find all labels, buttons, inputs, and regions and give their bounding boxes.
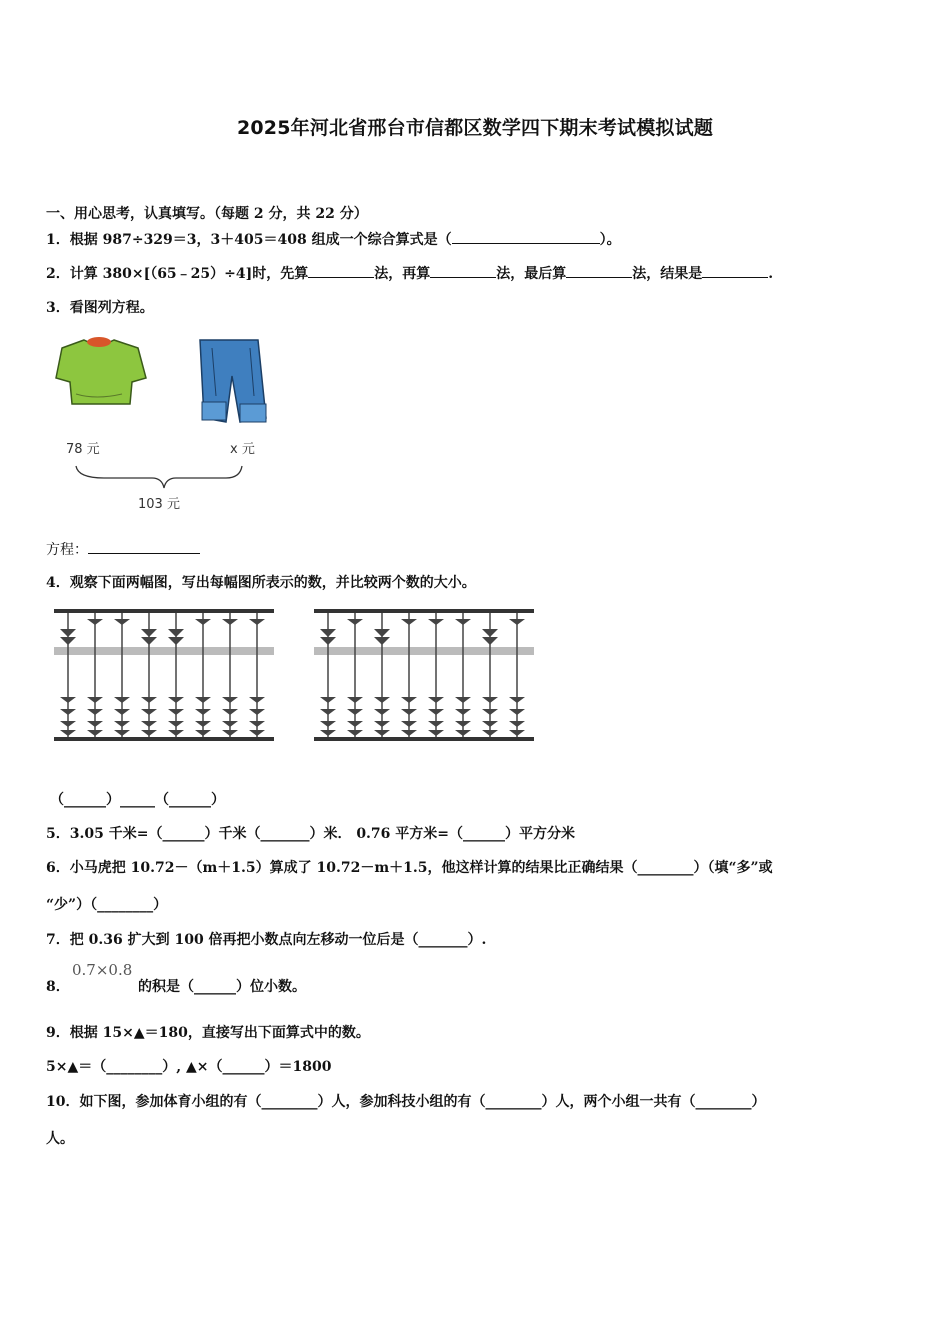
question-2-part-e: . <box>768 266 774 282</box>
shirt-pants-figure <box>54 336 284 516</box>
question-9-equations[interactable]: 5×▲＝（________）, ▲×（______）＝1800 <box>46 1059 332 1075</box>
question-8-number: 8． <box>46 979 70 995</box>
question-7: 7．把 0.36 扩大到 100 倍再把小数点向左移动一位后是（_______）. <box>46 932 487 948</box>
question-2 <box>46 263 773 283</box>
question-8-expression: 0.7×0.8 <box>72 961 133 979</box>
abacus-left <box>52 605 277 745</box>
shirt-price-label: 78 元 <box>66 442 100 457</box>
question-2-part-b: 法，再算 <box>374 266 431 282</box>
question-9: 9．根据 15×▲＝180，直接写出下面算式中的数。 <box>46 1025 370 1041</box>
section-heading: 一、用心思考，认真填写。（每题 2 分，共 22 分） <box>46 206 368 222</box>
answer-blank[interactable] <box>308 263 374 278</box>
question-1 <box>46 229 621 249</box>
answer-blank[interactable] <box>452 229 600 244</box>
equation-blank[interactable] <box>88 539 200 554</box>
question-5: 5．3.05 千米=（______）千米（_______）米． 0.76 平方米=（______）平方分米 <box>46 826 576 842</box>
question-6-line-2: “少”）（________） <box>46 897 168 913</box>
question-1-text: 1．根据 987÷329＝3，3＋405＝408 组成一个综合算式是（ <box>46 232 452 248</box>
pants-illustration <box>200 340 266 422</box>
question-3: 3．看图列方程。 <box>46 300 154 316</box>
question-4: 4．观察下面两幅图，写出每幅图所表示的数，并比较两个数的大小。 <box>46 575 476 591</box>
question-10-line-2: 人。 <box>46 1131 74 1147</box>
shirt-illustration <box>56 337 146 404</box>
question-1-end: ）。 <box>599 232 621 248</box>
question-6-line-1: 6．小马虎把 10.72－（m＋1.5）算成了 10.72－m＋1.5，他这样计算的结果比正确结果（________）（填“多”或 <box>46 860 773 876</box>
total-price-label: 103 元 <box>138 497 180 512</box>
answer-blank[interactable] <box>566 263 632 278</box>
question-8-text: 的积是（______）位小数。 <box>138 979 306 995</box>
question-2-part-d: 法，结果是 <box>632 266 703 282</box>
brace-shape <box>76 466 242 488</box>
equation-label: 方程： <box>46 542 88 558</box>
equation-line <box>46 539 200 559</box>
abacus-right <box>312 605 537 745</box>
question-2-part-c: 法，最后算 <box>496 266 567 282</box>
question-10-line-1: 10．如下图，参加体育小组的有（________）人，参加科技小组的有（________）人，两个小组一共有（________） <box>46 1094 766 1110</box>
question-8 <box>46 976 70 996</box>
page-title: 2025年河北省邢台市信都区数学四下期末考试模拟试题 <box>236 117 714 139</box>
answer-blank[interactable] <box>702 263 768 278</box>
question-4-answer[interactable]: （______）_____（______） <box>50 792 225 808</box>
pants-price-label: x 元 <box>230 442 255 457</box>
answer-blank[interactable] <box>430 263 496 278</box>
question-2-part-a: 2．计算 380×[（65﹣25）÷4]时，先算 <box>46 266 309 282</box>
